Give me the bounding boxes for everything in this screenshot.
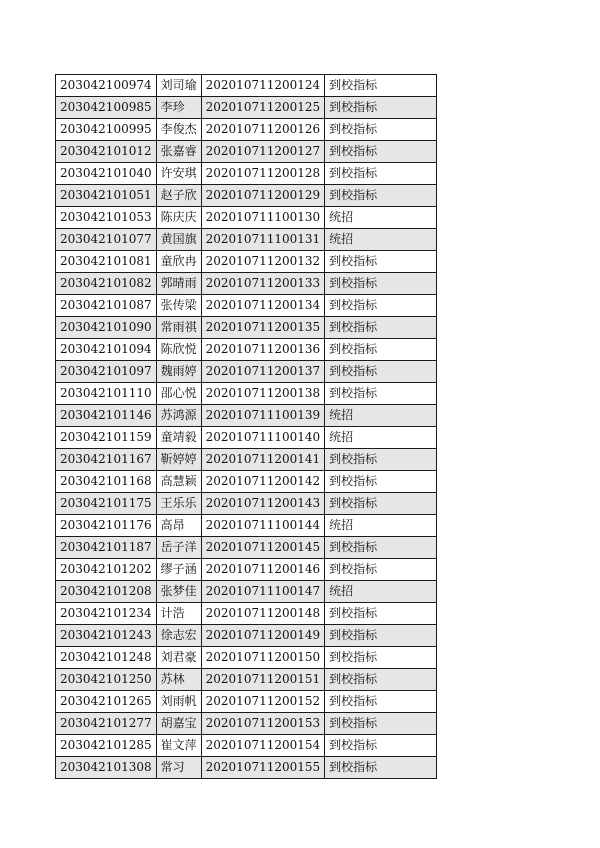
student-name-cell: 常雨祺 <box>156 317 201 339</box>
table-row <box>56 141 437 163</box>
table-row <box>56 339 437 361</box>
admission-category-cell: 到校指标 <box>325 75 437 97</box>
admission-code-cell: 202010711200152 <box>201 691 325 713</box>
student-name-cell: 赵子欣 <box>156 185 201 207</box>
student-id-cell: 203042101202 <box>56 559 157 581</box>
table-row <box>56 251 437 273</box>
student-name-cell: 苏鸿源 <box>156 405 201 427</box>
admission-category-cell: 到校指标 <box>325 163 437 185</box>
table-row <box>56 119 437 141</box>
admission-code-cell: 202010711200153 <box>201 713 325 735</box>
admission-code-cell: 202010711200155 <box>201 757 325 779</box>
admission-code-cell: 202010711100147 <box>201 581 325 603</box>
admission-code-cell: 202010711200145 <box>201 537 325 559</box>
table-row <box>56 559 437 581</box>
admission-code-cell: 202010711200129 <box>201 185 325 207</box>
student-id-cell: 203042101146 <box>56 405 157 427</box>
admission-category-cell: 到校指标 <box>325 713 437 735</box>
admission-code-cell: 202010711200154 <box>201 735 325 757</box>
table-row <box>56 669 437 691</box>
admission-code-cell: 202010711200132 <box>201 251 325 273</box>
admission-code-cell: 202010711200142 <box>201 471 325 493</box>
admission-code-cell: 202010711100130 <box>201 207 325 229</box>
admission-code-cell: 202010711200128 <box>201 163 325 185</box>
student-id-cell: 203042101277 <box>56 713 157 735</box>
admission-category-cell: 到校指标 <box>325 471 437 493</box>
admission-category-cell: 到校指标 <box>325 647 437 669</box>
admission-category-cell: 到校指标 <box>325 273 437 295</box>
admission-category-cell: 到校指标 <box>325 559 437 581</box>
admission-category-cell: 到校指标 <box>325 383 437 405</box>
admission-code-cell: 202010711200136 <box>201 339 325 361</box>
admission-category-cell: 到校指标 <box>325 735 437 757</box>
table-row <box>56 273 437 295</box>
student-name-cell: 徐志宏 <box>156 625 201 647</box>
student-id-cell: 203042101308 <box>56 757 157 779</box>
student-name-cell: 刘君豪 <box>156 647 201 669</box>
admission-code-cell: 202010711200149 <box>201 625 325 647</box>
table-row <box>56 471 437 493</box>
admission-code-cell: 202010711200148 <box>201 603 325 625</box>
student-id-cell: 203042101176 <box>56 515 157 537</box>
student-name-cell: 李珍 <box>156 97 201 119</box>
student-id-cell: 203042101248 <box>56 647 157 669</box>
student-name-cell: 黄国旗 <box>156 229 201 251</box>
student-name-cell: 刘司瑜 <box>156 75 201 97</box>
admission-code-cell: 202010711200126 <box>201 119 325 141</box>
student-name-cell: 崔文萍 <box>156 735 201 757</box>
student-id-cell: 203042101081 <box>56 251 157 273</box>
student-name-cell: 童欣冉 <box>156 251 201 273</box>
admission-code-cell: 202010711200143 <box>201 493 325 515</box>
student-id-cell: 203042100995 <box>56 119 157 141</box>
student-id-cell: 203042101168 <box>56 471 157 493</box>
table-row <box>56 625 437 647</box>
student-id-cell: 203042101243 <box>56 625 157 647</box>
student-name-cell: 岳子洋 <box>156 537 201 559</box>
table-row <box>56 515 437 537</box>
student-name-cell: 童靖毅 <box>156 427 201 449</box>
student-name-cell: 陈庆庆 <box>156 207 201 229</box>
student-id-cell: 203042101094 <box>56 339 157 361</box>
admission-category-cell: 到校指标 <box>325 339 437 361</box>
table-row <box>56 295 437 317</box>
student-name-cell: 王乐乐 <box>156 493 201 515</box>
admission-category-cell: 统招 <box>325 207 437 229</box>
admission-category-cell: 到校指标 <box>325 757 437 779</box>
admission-category-cell: 到校指标 <box>325 251 437 273</box>
student-name-cell: 缪子涵 <box>156 559 201 581</box>
student-id-cell: 203042101265 <box>56 691 157 713</box>
table-row <box>56 97 437 119</box>
table-row <box>56 581 437 603</box>
admission-code-cell: 202010711100140 <box>201 427 325 449</box>
student-id-cell: 203042101159 <box>56 427 157 449</box>
student-id-cell: 203042101110 <box>56 383 157 405</box>
student-name-cell: 张梦佳 <box>156 581 201 603</box>
admission-code-cell: 202010711200146 <box>201 559 325 581</box>
student-id-cell: 203042101077 <box>56 229 157 251</box>
student-name-cell: 陈欣悦 <box>156 339 201 361</box>
table-row <box>56 163 437 185</box>
admission-code-cell: 202010711200125 <box>201 97 325 119</box>
admission-category-cell: 统招 <box>325 405 437 427</box>
table-row <box>56 361 437 383</box>
admission-category-cell: 到校指标 <box>325 97 437 119</box>
table-row <box>56 207 437 229</box>
student-id-cell: 203042101053 <box>56 207 157 229</box>
admission-code-cell: 202010711100131 <box>201 229 325 251</box>
admission-code-cell: 202010711200137 <box>201 361 325 383</box>
student-name-cell: 郭晴雨 <box>156 273 201 295</box>
admission-category-cell: 到校指标 <box>325 185 437 207</box>
admission-table <box>55 74 437 779</box>
student-id-cell: 203042101090 <box>56 317 157 339</box>
table-row <box>56 757 437 779</box>
admission-code-cell: 202010711200134 <box>201 295 325 317</box>
student-id-cell: 203042101051 <box>56 185 157 207</box>
student-id-cell: 203042100974 <box>56 75 157 97</box>
student-id-cell: 203042101187 <box>56 537 157 559</box>
admission-category-cell: 到校指标 <box>325 317 437 339</box>
student-name-cell: 张嘉睿 <box>156 141 201 163</box>
student-name-cell: 张传梁 <box>156 295 201 317</box>
admission-code-cell: 202010711200135 <box>201 317 325 339</box>
admission-category-cell: 到校指标 <box>325 295 437 317</box>
student-name-cell: 刘雨帆 <box>156 691 201 713</box>
admission-category-cell: 到校指标 <box>325 449 437 471</box>
admission-category-cell: 到校指标 <box>325 141 437 163</box>
student-name-cell: 高昂 <box>156 515 201 537</box>
admission-code-cell: 202010711200150 <box>201 647 325 669</box>
student-name-cell: 苏林 <box>156 669 201 691</box>
table-row <box>56 603 437 625</box>
admission-code-cell: 202010711200141 <box>201 449 325 471</box>
student-id-cell: 203042101087 <box>56 295 157 317</box>
student-name-cell: 李俊杰 <box>156 119 201 141</box>
admission-code-cell: 202010711200151 <box>201 669 325 691</box>
student-id-cell: 203042101012 <box>56 141 157 163</box>
student-name-cell: 魏雨婷 <box>156 361 201 383</box>
admission-table-body <box>56 75 437 779</box>
table-row <box>56 537 437 559</box>
admission-code-cell: 202010711200124 <box>201 75 325 97</box>
student-name-cell: 常习 <box>156 757 201 779</box>
student-name-cell: 计浩 <box>156 603 201 625</box>
admission-code-cell: 202010711100144 <box>201 515 325 537</box>
student-name-cell: 靳婷婷 <box>156 449 201 471</box>
table-row <box>56 185 437 207</box>
admission-code-cell: 202010711200133 <box>201 273 325 295</box>
admission-category-cell: 统招 <box>325 515 437 537</box>
admission-category-cell: 到校指标 <box>325 493 437 515</box>
table-row <box>56 427 437 449</box>
student-id-cell: 203042100985 <box>56 97 157 119</box>
table-row <box>56 383 437 405</box>
student-id-cell: 203042101234 <box>56 603 157 625</box>
table-row <box>56 647 437 669</box>
student-id-cell: 203042101082 <box>56 273 157 295</box>
admission-code-cell: 202010711200127 <box>201 141 325 163</box>
table-row <box>56 735 437 757</box>
admission-category-cell: 到校指标 <box>325 669 437 691</box>
table-row <box>56 317 437 339</box>
admission-category-cell: 统招 <box>325 427 437 449</box>
student-name-cell: 胡嘉宝 <box>156 713 201 735</box>
student-id-cell: 203042101097 <box>56 361 157 383</box>
table-row <box>56 449 437 471</box>
table-row <box>56 405 437 427</box>
table-row <box>56 713 437 735</box>
table-row <box>56 691 437 713</box>
admission-category-cell: 统招 <box>325 229 437 251</box>
student-id-cell: 203042101167 <box>56 449 157 471</box>
admission-category-cell: 到校指标 <box>325 691 437 713</box>
admission-category-cell: 到校指标 <box>325 625 437 647</box>
table-row <box>56 493 437 515</box>
student-id-cell: 203042101040 <box>56 163 157 185</box>
table-row <box>56 229 437 251</box>
student-id-cell: 203042101175 <box>56 493 157 515</box>
table-row <box>56 75 437 97</box>
student-id-cell: 203042101285 <box>56 735 157 757</box>
admission-category-cell: 统招 <box>325 581 437 603</box>
admission-category-cell: 到校指标 <box>325 537 437 559</box>
admission-category-cell: 到校指标 <box>325 603 437 625</box>
admission-code-cell: 202010711200138 <box>201 383 325 405</box>
student-name-cell: 许安琪 <box>156 163 201 185</box>
student-id-cell: 203042101208 <box>56 581 157 603</box>
student-name-cell: 高慧颖 <box>156 471 201 493</box>
admission-category-cell: 到校指标 <box>325 119 437 141</box>
student-name-cell: 邵心悦 <box>156 383 201 405</box>
admission-category-cell: 到校指标 <box>325 361 437 383</box>
student-id-cell: 203042101250 <box>56 669 157 691</box>
admission-code-cell: 202010711100139 <box>201 405 325 427</box>
admission-list-sheet <box>55 74 437 779</box>
